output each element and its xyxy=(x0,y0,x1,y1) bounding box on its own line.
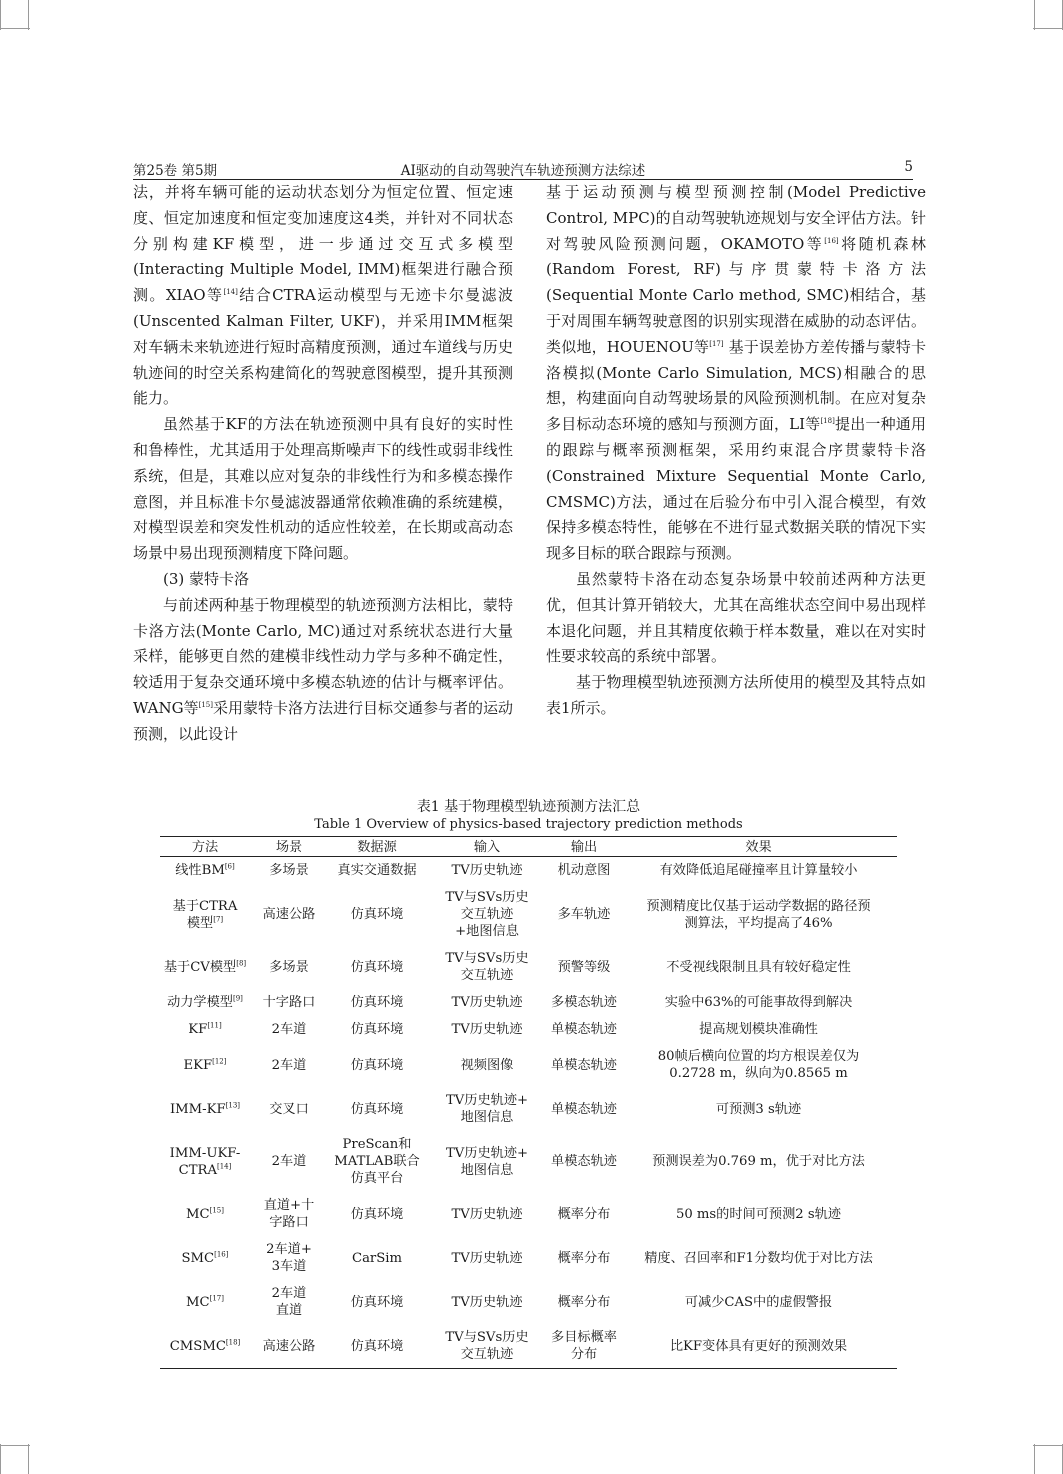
cell-source: 真实交通数据 xyxy=(337,863,417,878)
cell-input: TV历史轨迹 xyxy=(451,1250,523,1266)
table-row xyxy=(160,1087,897,1131)
table-row xyxy=(160,857,897,885)
crop-mark xyxy=(0,1445,30,1446)
crop-mark xyxy=(28,1444,29,1474)
cell-method: 基于CTRA 模型[7] xyxy=(172,898,238,931)
paragraph-text: 基于运动预测与模型预测控制(Model Predictive Control, MPC)的自动驾驶轨迹规划与安全评估方法。针对驾驶风险预测问题，OKAMOTO等 xyxy=(546,183,926,253)
table-row xyxy=(160,884,897,945)
table-row xyxy=(160,1043,897,1087)
cell-source: 仿真环境 xyxy=(350,907,404,922)
paragraph-text: 采用蒙特卡洛方法进行目标交通参与者的运动预测，以此设计 xyxy=(133,698,514,743)
cell-effect: 可减少CAS中的虚假警报 xyxy=(684,1294,833,1310)
citation-ref: [7] xyxy=(213,915,224,924)
cell-scene: 2车道 xyxy=(271,1057,307,1073)
cell-input: 视频图像 xyxy=(460,1057,514,1073)
table-row xyxy=(160,1236,897,1280)
cell-effect: 实验中63%的可能事故得到解决 xyxy=(664,995,853,1010)
cell-source: 仿真环境 xyxy=(350,1057,404,1073)
cell-input: TV与SVs历史 交互轨迹 xyxy=(445,951,529,983)
table-caption-en: Table 1 Overview of physics-based trajectory prediction methods xyxy=(314,817,743,832)
cell-scene: 高速公路 xyxy=(262,907,316,922)
citation-ref: [17] xyxy=(209,1294,224,1303)
table-row xyxy=(160,1192,897,1236)
header-method: 方法 xyxy=(160,837,250,857)
citation-ref: [14] xyxy=(223,288,238,297)
paragraph-text: 虽然基于KF的方法在轨迹预测中具有良好的实时性和鲁棒性，尤其适用于处理高斯噪声下的线性或弱非线性系统，但是，其难以应对复杂的非线性行为和多模态操作意图，并且标准卡尔曼滤波器通常依赖准确的系统建模，对模型误差和突发性机动的适应性较差，在长期或高动态场景中易出现预测精度下降问题。 xyxy=(133,415,513,563)
cell-method: 线性BM[6] xyxy=(175,862,235,878)
paragraph-text: 法，并将车辆可能的运动状态划分为恒定位置、恒定速度、恒定加速度和恒定变加速度这4类，并针对不同状态分别构建KF模型，进一步通过交互式多模型(Interacting Multiple Model, IMM)框架进行融合预测。XIAO等 xyxy=(133,183,513,305)
cell-source: CarSim xyxy=(351,1250,402,1266)
cell-output: 多车轨迹 xyxy=(557,907,611,922)
table-row xyxy=(160,1016,897,1043)
cell-input: TV与SVs历史 交互轨迹 +地图信息 xyxy=(445,890,529,939)
cell-output: 多目标概率 分布 xyxy=(548,1324,620,1369)
paragraph-text: 与前述两种基于物理模型的轨迹预测方法相比，蒙特卡洛方法(Monte Carlo, MC)通过对系统状态进行大量采样，能够更自然的建模非线性动力学与多种不确定性，较适用于复杂交通环境中多模态轨迹的估计与概率评估。WANG等 xyxy=(133,595,513,717)
cell-output: 单模态轨迹 xyxy=(551,1022,617,1037)
crop-mark xyxy=(1033,1445,1063,1446)
body-paragraph xyxy=(546,180,926,567)
citation-ref: [18] xyxy=(225,1338,241,1347)
cell-input: TV历史轨迹 xyxy=(451,1206,523,1222)
cell-scene: 直道+十 字路口 xyxy=(263,1198,315,1230)
cell-output: 多模态轨迹 xyxy=(551,995,617,1010)
cell-source: 仿真环境 xyxy=(350,959,404,975)
summary-table xyxy=(160,836,897,1369)
cell-effect: 预测误差为0.769 m，优于对比方法 xyxy=(652,1154,865,1169)
cell-output: 单模态轨迹 xyxy=(551,1057,617,1073)
citation-ref: [12] xyxy=(212,1057,227,1066)
running-header xyxy=(133,157,913,180)
cell-input: TV历史轨迹 xyxy=(451,863,523,878)
cell-scene: 交叉口 xyxy=(269,1101,309,1117)
cell-output: 概率分布 xyxy=(557,1206,611,1222)
header-scene: 场景 xyxy=(250,837,328,857)
citation-ref: [16] xyxy=(214,1250,229,1259)
cell-scene: 2车道 xyxy=(271,1154,307,1169)
cell-source: 仿真环境 xyxy=(350,1101,404,1117)
left-column xyxy=(133,180,513,748)
paragraph-text: 基于物理模型轨迹预测方法所使用的模型及其特点如表1所示。 xyxy=(546,673,926,717)
table-row xyxy=(160,945,897,989)
section-subheading xyxy=(133,567,513,593)
table-caption-zh: 表1 基于物理模型轨迹预测方法汇总 xyxy=(416,799,641,815)
cell-effect: 预测精度比仅基于运动学数据的路径预 测算法，平均提高了46% xyxy=(646,898,871,931)
cell-output: 机动意图 xyxy=(557,863,611,878)
cell-method: IMM-UKF- CTRA[14] xyxy=(169,1145,241,1178)
header-input: 输入 xyxy=(426,837,548,857)
cell-input: TV历史轨迹 xyxy=(451,1294,523,1310)
cell-method: EKF[12] xyxy=(183,1057,227,1073)
cell-output: 单模态轨迹 xyxy=(551,1101,617,1117)
running-title: AI驱动的自动驾驶汽车轨迹预测方法综述 xyxy=(400,163,646,179)
cell-input: TV历史轨迹 xyxy=(451,1022,523,1037)
crop-mark xyxy=(0,1444,1,1474)
cell-effect: 比KF变体具有更好的预测效果 xyxy=(620,1324,897,1369)
header-effect: 效果 xyxy=(620,837,897,857)
cell-source: 仿真环境 xyxy=(350,1294,404,1310)
journal-volume: 第25卷 第5期 xyxy=(133,163,218,179)
paragraph-text: 结合CTRA运动模型与无迹卡尔曼滤波(Unscented Kalman Filter, UKF)，并采用IMM框架对车辆未来轨迹进行短时高精度预测，通过车道线与历史轨迹间的时空关系构建简化的驾驶意图模型，提升其预测能力。 xyxy=(133,286,513,408)
cell-effect: 80帧后横向位置的均方根误差仅为 0.2728 m，纵向为0.8565 m xyxy=(657,1049,860,1081)
cell-input: TV与SVs历史 交互轨迹 xyxy=(426,1324,548,1369)
cell-method: KF[11] xyxy=(188,1021,222,1037)
crop-mark xyxy=(28,0,29,30)
body-paragraph xyxy=(546,670,926,722)
cell-method: MC[15] xyxy=(186,1206,224,1222)
body-paragraph xyxy=(546,567,926,670)
table-header-row xyxy=(160,837,897,857)
citation-ref: [9] xyxy=(233,994,243,1003)
header-source: 数据源 xyxy=(328,837,426,857)
cell-effect: 可预测3 s轨迹 xyxy=(715,1101,802,1117)
table-row xyxy=(160,1131,897,1192)
cell-scene: 2车道 xyxy=(271,1022,307,1037)
cell-effect: 精度、召回率和F1分数均优于对比方法 xyxy=(644,1250,873,1266)
cell-output: 预警等级 xyxy=(557,959,611,975)
cell-input: TV历史轨迹+ 地图信息 xyxy=(445,1145,529,1178)
paragraph-text: 基于误差协方差传播与蒙特卡洛模拟(Monte Carlo Simulation, MCS)相融合的思想，构建面向自动驾驶场景的风险预测机制。在应对复杂多目标动态环境的感知与预测方面，LI等 xyxy=(546,337,926,434)
cell-effect: 不受视线限制且具有较好稳定性 xyxy=(666,959,851,975)
table-row xyxy=(160,989,897,1016)
body-paragraph xyxy=(133,412,513,567)
citation-ref: [15] xyxy=(209,1206,224,1215)
citation-ref: [13] xyxy=(225,1101,241,1110)
cell-source: 仿真环境 xyxy=(350,995,404,1010)
cell-output: 概率分布 xyxy=(557,1294,611,1310)
crop-mark xyxy=(0,0,1,30)
crop-mark xyxy=(1034,0,1035,30)
table-row xyxy=(160,1324,897,1369)
cell-method: IMM-KF[13] xyxy=(169,1101,241,1117)
cell-scene: 多场景 xyxy=(269,959,309,975)
table-row xyxy=(160,1280,897,1324)
citation-ref: [16] xyxy=(824,236,839,245)
citation-ref: [8] xyxy=(236,959,247,968)
citation-ref: [6] xyxy=(224,862,235,871)
cell-source: 仿真环境 xyxy=(328,1324,426,1369)
citation-ref: [17] xyxy=(709,339,724,348)
paragraph-text: 将随机森林(Random Forest, RF)与序贯蒙特卡洛方法(Sequential Monte Carlo method, SMC)相结合，基于对周围车辆驾驶意图的识别实现潜在威胁的动态评估。类似地，HOUENOU等 xyxy=(546,234,926,356)
cell-method: MC[17] xyxy=(186,1294,224,1310)
crop-mark xyxy=(1033,28,1063,29)
body-paragraph xyxy=(133,593,513,748)
cell-effect: 有效降低追尾碰撞率且计算量较小 xyxy=(659,863,858,878)
cell-source: 仿真环境 xyxy=(350,1206,404,1222)
cell-scene: 十字路口 xyxy=(262,995,316,1010)
cell-method: 基于CV模型[8] xyxy=(163,959,247,975)
cell-scene: 多场景 xyxy=(269,863,309,878)
page-number: 5 xyxy=(904,159,913,175)
cell-input: TV历史轨迹 xyxy=(451,995,523,1010)
cell-input: TV历史轨迹+ 地图信息 xyxy=(445,1093,529,1125)
body-paragraph xyxy=(133,180,513,412)
paragraph-text: 虽然蒙特卡洛在动态复杂场景中较前述两种方法更优，但其计算开销较大，尤其在高维状态空间中易出现样本退化问题，并且其精度依赖于样本数量，难以在对实时性要求较高的系统中部署。 xyxy=(546,569,926,666)
right-column xyxy=(546,180,926,722)
citation-ref: [11] xyxy=(207,1021,222,1030)
cell-scene: 2车道 直道 xyxy=(271,1286,307,1318)
paragraph-text: (3) 蒙特卡洛 xyxy=(163,569,250,588)
crop-mark xyxy=(0,28,30,29)
cell-source: 仿真环境 xyxy=(350,1022,404,1037)
cell-effect: 50 ms的时间可预测2 s轨迹 xyxy=(675,1206,842,1222)
cell-output: 单模态轨迹 xyxy=(551,1154,617,1169)
citation-ref: [14] xyxy=(216,1162,232,1171)
citation-ref: [15] xyxy=(198,700,213,709)
paragraph-text: 提出一种通用的跟踪与概率预测框架，采用约束混合序贯蒙特卡洛(Constrained Mixture Sequential Monte Carlo, CMSMC)方法，通过在后验分布中引入混合模型，有效保持多模态特性，能够在不进行显式数据关联的情况下实现多目标的联合跟踪与预测。 xyxy=(546,415,926,563)
header-output: 输出 xyxy=(548,837,620,857)
crop-mark xyxy=(1034,1444,1035,1474)
cell-scene: 高速公路 xyxy=(250,1324,328,1369)
cell-method: CMSMC[18] xyxy=(160,1324,250,1369)
cell-method: 动力学模型[9] xyxy=(167,994,243,1010)
cell-method: SMC[16] xyxy=(181,1250,229,1266)
citation-ref: [18] xyxy=(820,417,835,426)
cell-effect: 提高规划模块准确性 xyxy=(699,1022,818,1037)
cell-output: 概率分布 xyxy=(557,1250,611,1266)
cell-source: PreScan和 MATLAB联合 仿真平台 xyxy=(334,1137,420,1186)
cell-scene: 2车道+ 3车道 xyxy=(266,1242,312,1274)
